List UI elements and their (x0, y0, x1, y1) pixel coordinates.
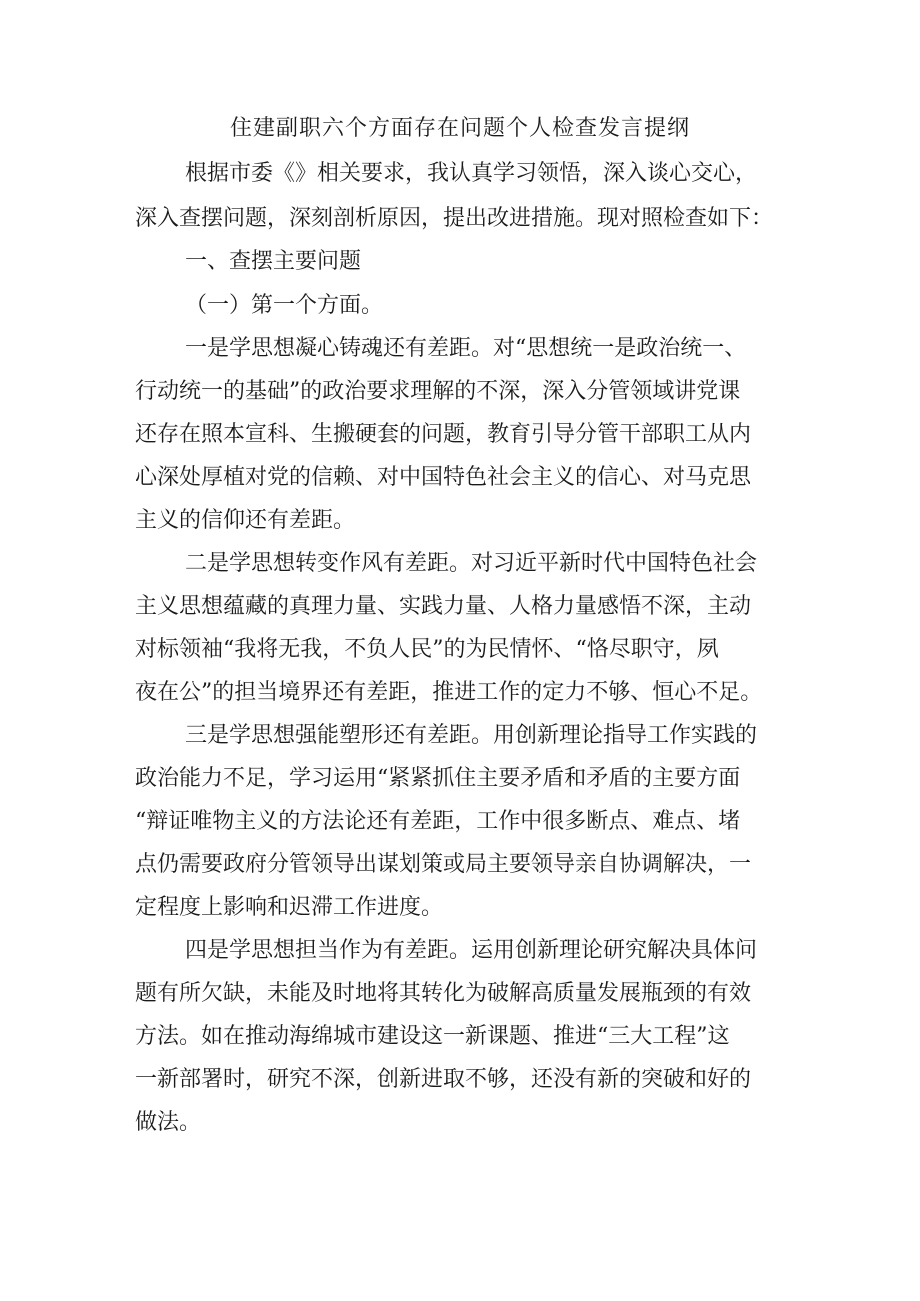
paragraph-line: 三是学思想强能塑形还有差距。用创新理论指导工作实践的 (185, 723, 758, 748)
paragraph-line: 题有所欠缺，未能及时地将其转化为破解高质量发展瓶颈的有效 (135, 981, 752, 1006)
paragraph-line: 一是学思想凝心铸魂还有差距。对“思想统一是政治统一、 (185, 336, 747, 361)
paragraph-line: 方法。如在推动海绵城市建设这一新课题、推进“三大工程”这 (135, 1024, 730, 1049)
paragraph-line: 心深处厚植对党的信赖、对中国特色社会主义的信心、对马克思 (135, 465, 752, 490)
section-heading: 一、查摆主要问题 (185, 249, 362, 274)
paragraph-line: 主义思想蕴藏的真理力量、实践力量、人格力量感悟不深，主动 (135, 594, 752, 619)
paragraph-line: 还存在照本宣科、生搬硬套的问题，教育引导分管干部职工从内 (135, 422, 752, 447)
paragraph-line: 四是学思想担当作为有差距。运用创新理论研究解决具体问 (185, 938, 758, 963)
intro-line: 深入查摆问题，深刻剖析原因，提出改进措施。现对照检查如下： (135, 206, 774, 231)
paragraph-line: 二是学思想转变作风有差距。对习近平新时代中国特色社会 (185, 551, 758, 576)
document-title: 住建副职六个方面存在问题个人检查发言提纲 (229, 116, 690, 141)
paragraph-line: 定程度上影响和迟滞工作进度。 (135, 895, 444, 920)
paragraph-line: “辩证唯物主义的方法论还有差距，工作中很多断点、难点、堵 (135, 809, 741, 834)
paragraph-line: 政治能力不足，学习运用“紧紧抓住主要矛盾和矛盾的主要方面 (135, 766, 741, 791)
paragraph-line: 夜在公”的担当境界还有差距，推进工作的定力不够、恒心不足。 (135, 680, 763, 705)
paragraph-line: 对标领袖“我将无我，不负人民”的为民情怀、“恪尽职守，夙 (135, 637, 719, 662)
paragraph-line: 做法。 (135, 1110, 202, 1135)
paragraph-line: 一新部署时，研究不深，创新进取不够，还没有新的突破和好的 (135, 1067, 752, 1092)
paragraph-line: 点仍需要政府分管领导出谋划策或局主要领导亲自协调解决，一 (135, 852, 752, 877)
paragraph-line: 主义的信仰还有差距。 (135, 508, 356, 533)
paragraph-line: 行动统一的基础”的政治要求理解的不深，深入分管领域讲党课 (135, 379, 741, 404)
subsection-heading: （一）第一个方面。 (185, 293, 384, 318)
intro-line: 根据市委《》相关要求，我认真学习领悟，深入谈心交心， (185, 161, 758, 186)
